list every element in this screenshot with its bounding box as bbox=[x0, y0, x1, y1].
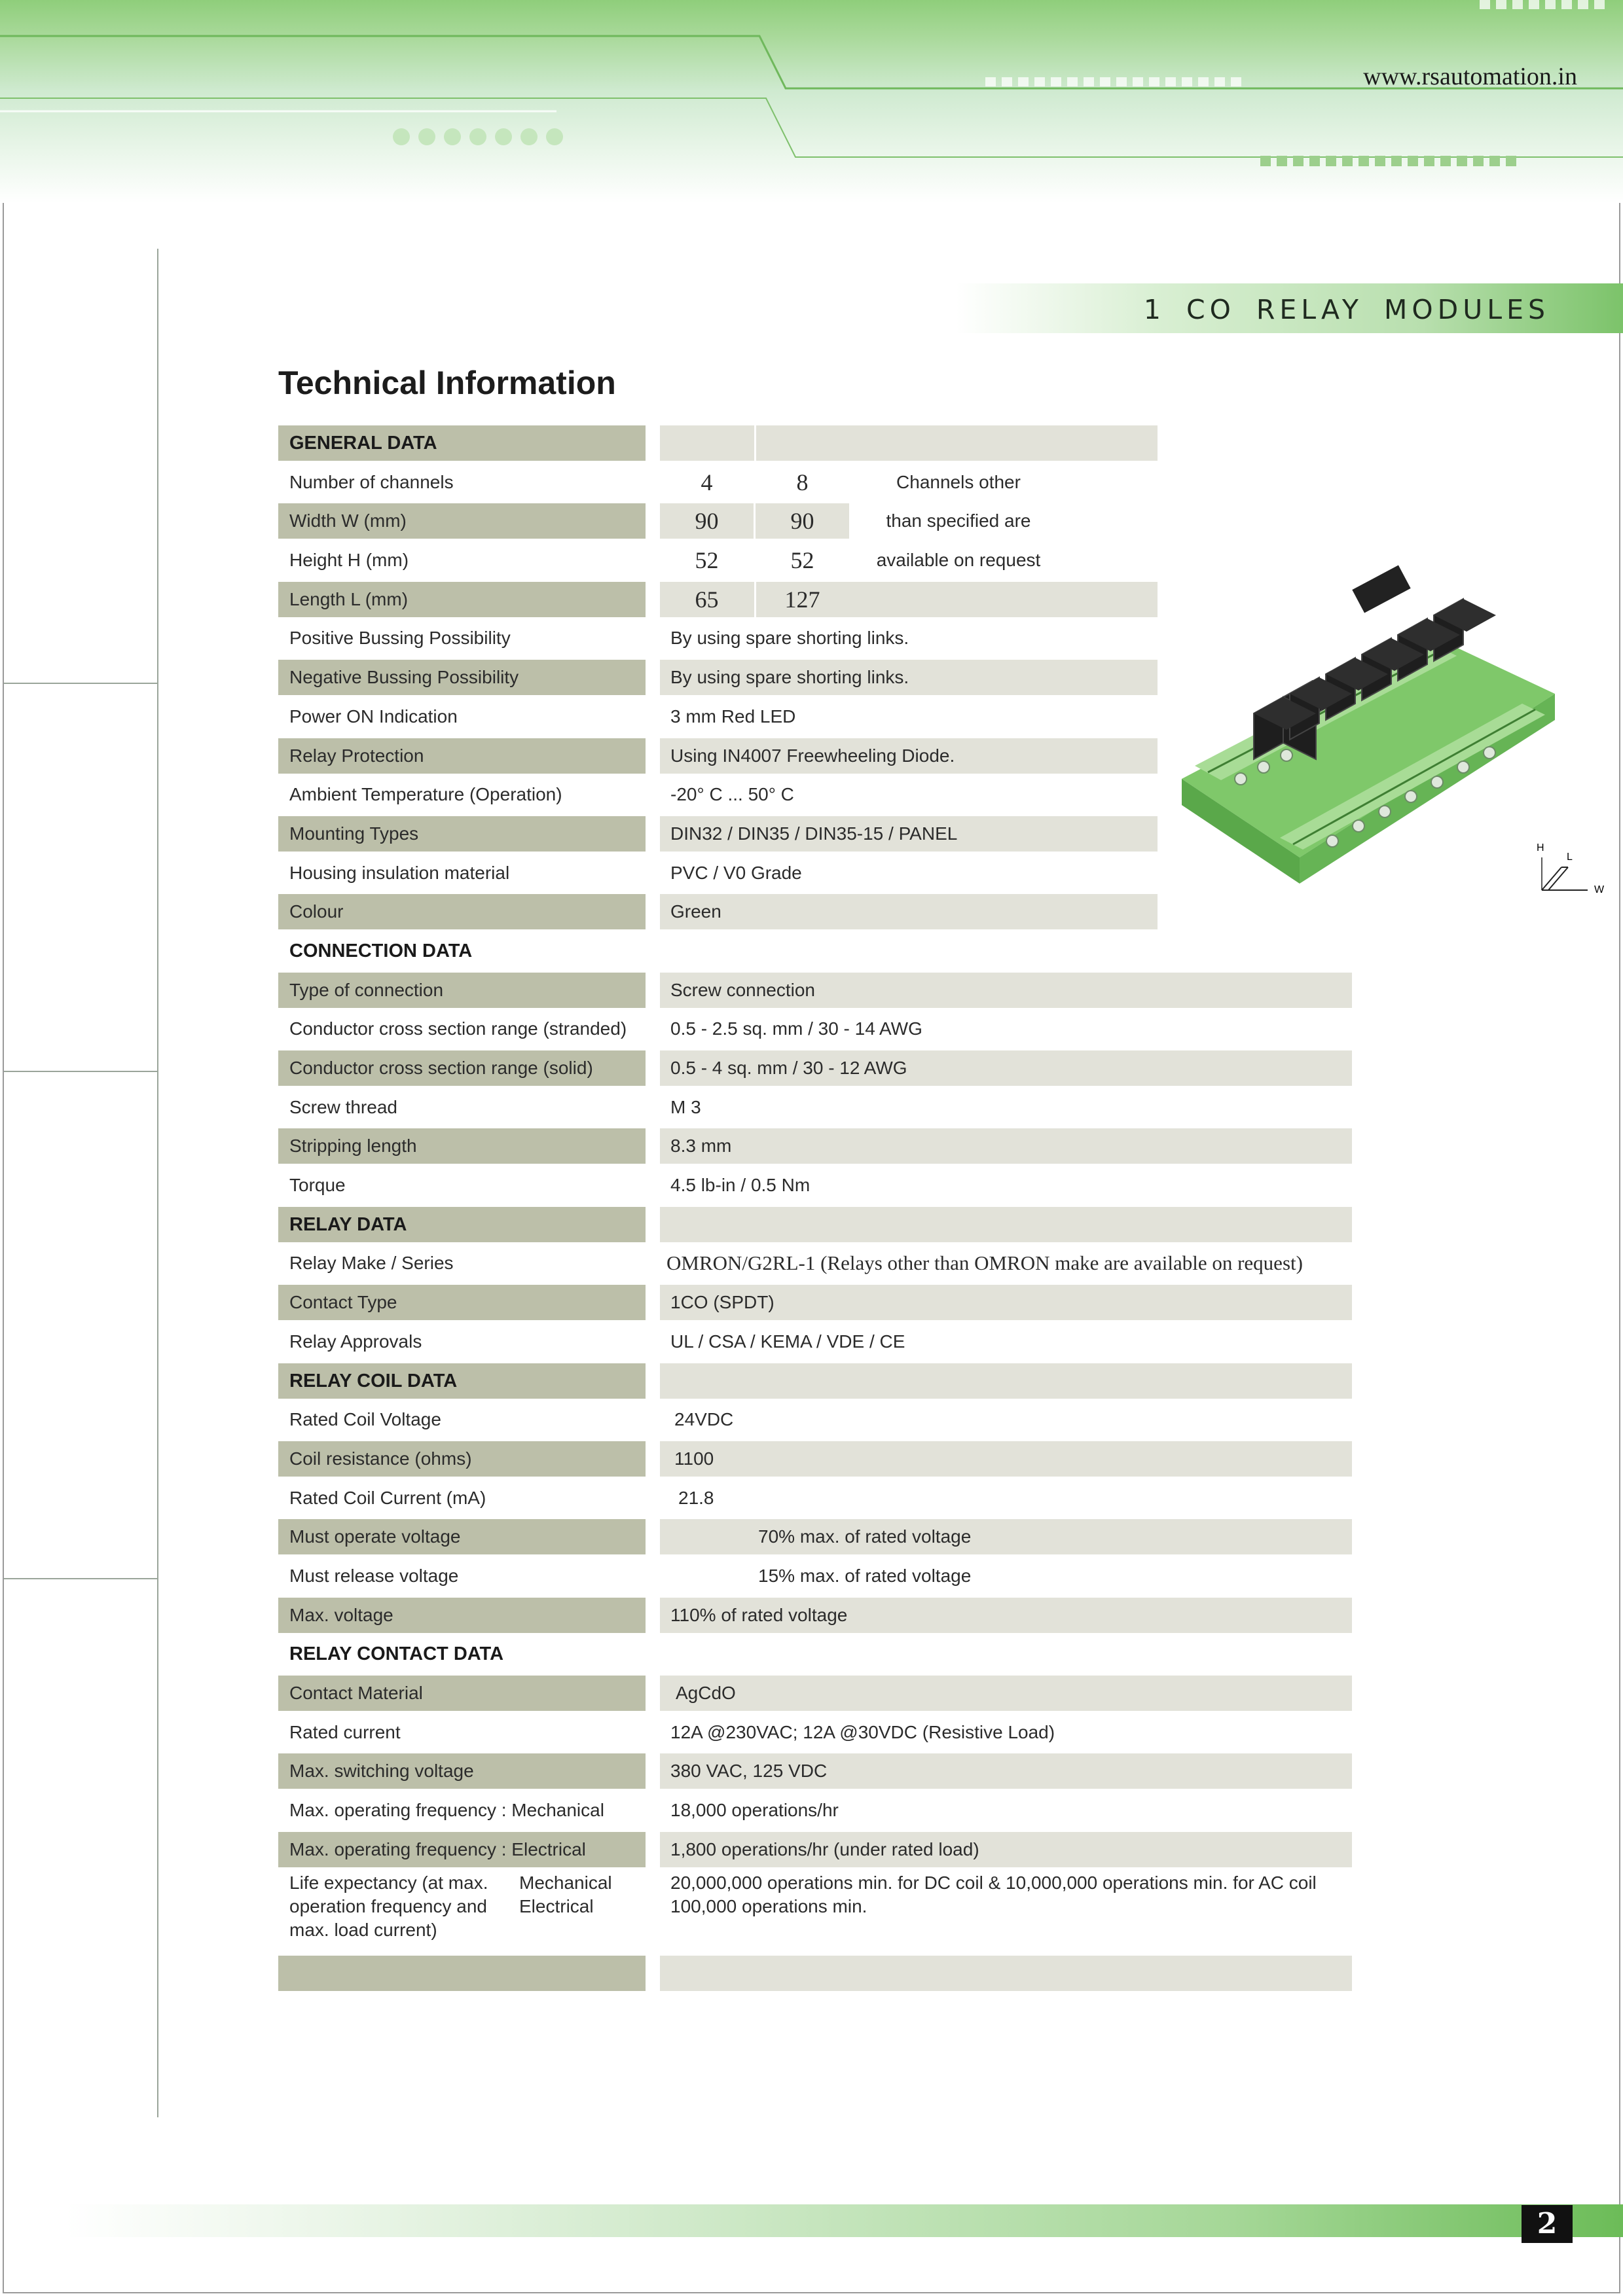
row-label: Rated Coil Current (mA) bbox=[289, 1487, 486, 1508]
dim-w-label: W bbox=[1594, 884, 1605, 895]
table-row bbox=[278, 1244, 1352, 1283]
table-row bbox=[278, 892, 1352, 931]
row-value: By using spare shorting links. bbox=[660, 660, 1158, 695]
row-label: Max. switching voltage bbox=[278, 1753, 646, 1789]
website-url[interactable]: www.rsautomation.in bbox=[1363, 63, 1577, 90]
row-value: 12A @230VAC; 12A @30VDC (Resistive Load) bbox=[670, 1721, 1055, 1742]
row-label: Screw thread bbox=[289, 1096, 397, 1117]
row-value: 0.5 - 2.5 sq. mm / 30 - 14 AWG bbox=[670, 1018, 922, 1039]
table-row bbox=[278, 736, 1352, 776]
row-label: Positive Bussing Possibility bbox=[289, 628, 511, 649]
dimension-axes-icon bbox=[1535, 838, 1607, 897]
height-value-1: 52 bbox=[695, 547, 719, 574]
row-label: Ambient Temperature (Operation) bbox=[289, 784, 562, 805]
spec-table bbox=[278, 423, 1352, 1993]
row-value: 18,000 operations/hr bbox=[670, 1800, 839, 1821]
channels-value-2: 8 bbox=[796, 469, 809, 495]
table-row bbox=[278, 1009, 1352, 1049]
row-label: Height H (mm) bbox=[289, 550, 409, 571]
table-row bbox=[278, 1126, 1352, 1166]
table-row bbox=[278, 853, 1352, 893]
channels-value-1: 4 bbox=[701, 469, 713, 495]
row-value: 15% max. of rated voltage bbox=[758, 1565, 972, 1586]
section-heading-relay-contact bbox=[278, 1634, 1352, 1674]
table-row bbox=[278, 1400, 1352, 1439]
dim-h-label: H bbox=[1537, 842, 1544, 853]
table-row bbox=[278, 1166, 1352, 1205]
row-value: 24VDC bbox=[674, 1409, 734, 1430]
row-value: By using spare shorting links. bbox=[670, 628, 909, 649]
row-value: M 3 bbox=[670, 1096, 701, 1117]
row-label: Relay Approvals bbox=[289, 1331, 422, 1352]
row-value: Using IN4007 Freewheeling Diode. bbox=[660, 738, 1158, 774]
row-value: 3 mm Red LED bbox=[670, 706, 796, 726]
row-label: Type of connection bbox=[278, 973, 646, 1008]
table-row bbox=[278, 541, 1352, 580]
table-row-empty bbox=[278, 1954, 1352, 1993]
row-label: Contact Material bbox=[278, 1676, 646, 1711]
table-row bbox=[278, 501, 1352, 541]
row-value: 380 VAC, 125 VDC bbox=[660, 1753, 1352, 1789]
life-label-line-3: max. load current) bbox=[289, 1920, 437, 1941]
row-label: Length L (mm) bbox=[278, 582, 646, 617]
row-label: Must operate voltage bbox=[278, 1519, 646, 1554]
row-label: Housing insulation material bbox=[289, 862, 510, 883]
table-row bbox=[278, 775, 1352, 814]
row-value: 110% of rated voltage bbox=[660, 1598, 1352, 1633]
row-value: 1CO (SPDT) bbox=[660, 1285, 1352, 1320]
row-value: 1,800 operations/hr (under rated load) bbox=[660, 1832, 1352, 1867]
left-tick-3 bbox=[4, 1578, 158, 1579]
table-row bbox=[278, 580, 1352, 619]
header-banner bbox=[0, 0, 1623, 203]
table-row bbox=[278, 1791, 1352, 1830]
table-row-life-expectancy bbox=[278, 1869, 1352, 1954]
row-value: OMRON/G2RL-1 (Relays other than OMRON make are available on request) bbox=[666, 1251, 1303, 1275]
row-value: 8.3 mm bbox=[660, 1128, 1352, 1164]
life-mechanical-label: Mechanical bbox=[519, 1873, 612, 1893]
row-label: Coil resistance (ohms) bbox=[278, 1441, 646, 1477]
row-label: Conductor cross section range (solid) bbox=[278, 1050, 646, 1086]
row-label: Max. operating frequency : Electrical bbox=[278, 1832, 646, 1867]
row-value: 1100 bbox=[660, 1441, 1352, 1477]
life-electrical-label: Electrical bbox=[519, 1896, 594, 1917]
row-label: Negative Bussing Possibility bbox=[278, 660, 646, 695]
row-value: -20° C ... 50° C bbox=[670, 784, 794, 805]
row-value: 21.8 bbox=[678, 1487, 714, 1508]
table-row bbox=[278, 1556, 1352, 1596]
table-row bbox=[278, 1674, 1352, 1713]
table-row bbox=[278, 1049, 1352, 1088]
table-row bbox=[278, 619, 1352, 658]
row-label: Must release voltage bbox=[289, 1565, 459, 1586]
table-row bbox=[278, 814, 1352, 853]
table-row bbox=[278, 1439, 1352, 1479]
table-row bbox=[278, 971, 1352, 1010]
row-value: AgCdO bbox=[660, 1676, 1352, 1711]
row-label: Conductor cross section range (stranded) bbox=[289, 1018, 627, 1039]
row-value: PVC / V0 Grade bbox=[670, 862, 802, 883]
table-row bbox=[278, 658, 1352, 697]
general-data-heading: GENERAL DATA bbox=[278, 425, 646, 461]
life-mechanical-value: 20,000,000 operations min. for DC coil & 10,000,000 operations min. for AC coil bbox=[670, 1873, 1317, 1893]
section-title: 1 CO RELAY MODULES bbox=[1143, 294, 1550, 325]
table-row bbox=[278, 463, 1352, 502]
left-tick-2 bbox=[4, 1071, 158, 1072]
relay-data-heading: RELAY DATA bbox=[278, 1207, 646, 1242]
row-label: Stripping length bbox=[278, 1128, 646, 1164]
table-row bbox=[278, 1322, 1352, 1361]
relay-contact-data-heading: RELAY CONTACT DATA bbox=[289, 1643, 504, 1665]
section-heading-relay bbox=[278, 1205, 1352, 1244]
row-label: Max. operating frequency : Mechanical bbox=[289, 1800, 604, 1821]
table-row bbox=[278, 1283, 1352, 1322]
row-value: 70% max. of rated voltage bbox=[660, 1519, 1352, 1554]
length-value-1: 65 bbox=[660, 582, 754, 617]
relay-coil-data-heading: RELAY COIL DATA bbox=[278, 1363, 646, 1399]
section-heading-general bbox=[278, 423, 1352, 463]
table-row bbox=[278, 1596, 1352, 1635]
row-label: Rated current bbox=[289, 1721, 401, 1742]
row-value: 4.5 lb-in / 0.5 Nm bbox=[670, 1175, 811, 1196]
left-vertical-rule bbox=[157, 249, 158, 2117]
life-label-line-2: operation frequency and bbox=[289, 1896, 487, 1917]
page-title: Technical Information bbox=[278, 365, 616, 401]
table-row bbox=[278, 697, 1352, 736]
table-row bbox=[278, 1088, 1352, 1127]
channels-note: Channels other bbox=[896, 471, 1021, 492]
row-label: Colour bbox=[278, 894, 646, 929]
row-label: Width W (mm) bbox=[278, 503, 646, 539]
width-note: than specified are bbox=[886, 511, 1031, 531]
left-tick-1 bbox=[4, 683, 158, 684]
height-value-2: 52 bbox=[790, 547, 814, 574]
life-label-line-1: Life expectancy (at max. bbox=[289, 1873, 488, 1893]
row-value: Screw connection bbox=[660, 973, 1352, 1008]
row-value: UL / CSA / KEMA / VDE / CE bbox=[670, 1331, 905, 1352]
row-label: Relay Protection bbox=[278, 738, 646, 774]
row-label: Rated Coil Voltage bbox=[289, 1409, 441, 1430]
table-row bbox=[278, 1713, 1352, 1752]
section-banner bbox=[956, 283, 1623, 333]
section-heading-relay-coil bbox=[278, 1361, 1352, 1401]
row-label: Max. voltage bbox=[278, 1598, 646, 1633]
row-label: Mounting Types bbox=[278, 816, 646, 852]
table-row bbox=[278, 1517, 1352, 1556]
row-value: DIN32 / DIN35 / DIN35-15 / PANEL bbox=[660, 816, 1158, 852]
section-heading-connection bbox=[278, 931, 1352, 971]
table-row bbox=[278, 1751, 1352, 1791]
life-expectancy-label bbox=[278, 1871, 646, 1942]
life-expectancy-value bbox=[660, 1871, 1317, 1918]
row-value: Green bbox=[660, 894, 1158, 929]
table-row bbox=[278, 1479, 1352, 1518]
life-electrical-value: 100,000 operations min. bbox=[670, 1896, 867, 1917]
dim-l-label: L bbox=[1567, 852, 1573, 863]
header-decoration bbox=[0, 0, 1623, 203]
row-label: Torque bbox=[289, 1175, 346, 1196]
width-value-2: 90 bbox=[756, 503, 849, 539]
table-row bbox=[278, 1830, 1352, 1869]
row-label: Number of channels bbox=[289, 471, 454, 492]
length-value-2: 127 bbox=[756, 582, 849, 617]
footer-bar bbox=[65, 2204, 1623, 2237]
width-value-1: 90 bbox=[660, 503, 754, 539]
row-label: Relay Make / Series bbox=[289, 1253, 454, 1274]
row-value: 0.5 - 4 sq. mm / 30 - 12 AWG bbox=[660, 1050, 1352, 1086]
height-note: available on request bbox=[876, 550, 1041, 571]
row-label: Power ON Indication bbox=[289, 706, 458, 726]
page-number: 2 bbox=[1522, 2205, 1573, 2243]
connection-data-heading: CONNECTION DATA bbox=[289, 940, 473, 961]
row-label: Contact Type bbox=[278, 1285, 646, 1320]
